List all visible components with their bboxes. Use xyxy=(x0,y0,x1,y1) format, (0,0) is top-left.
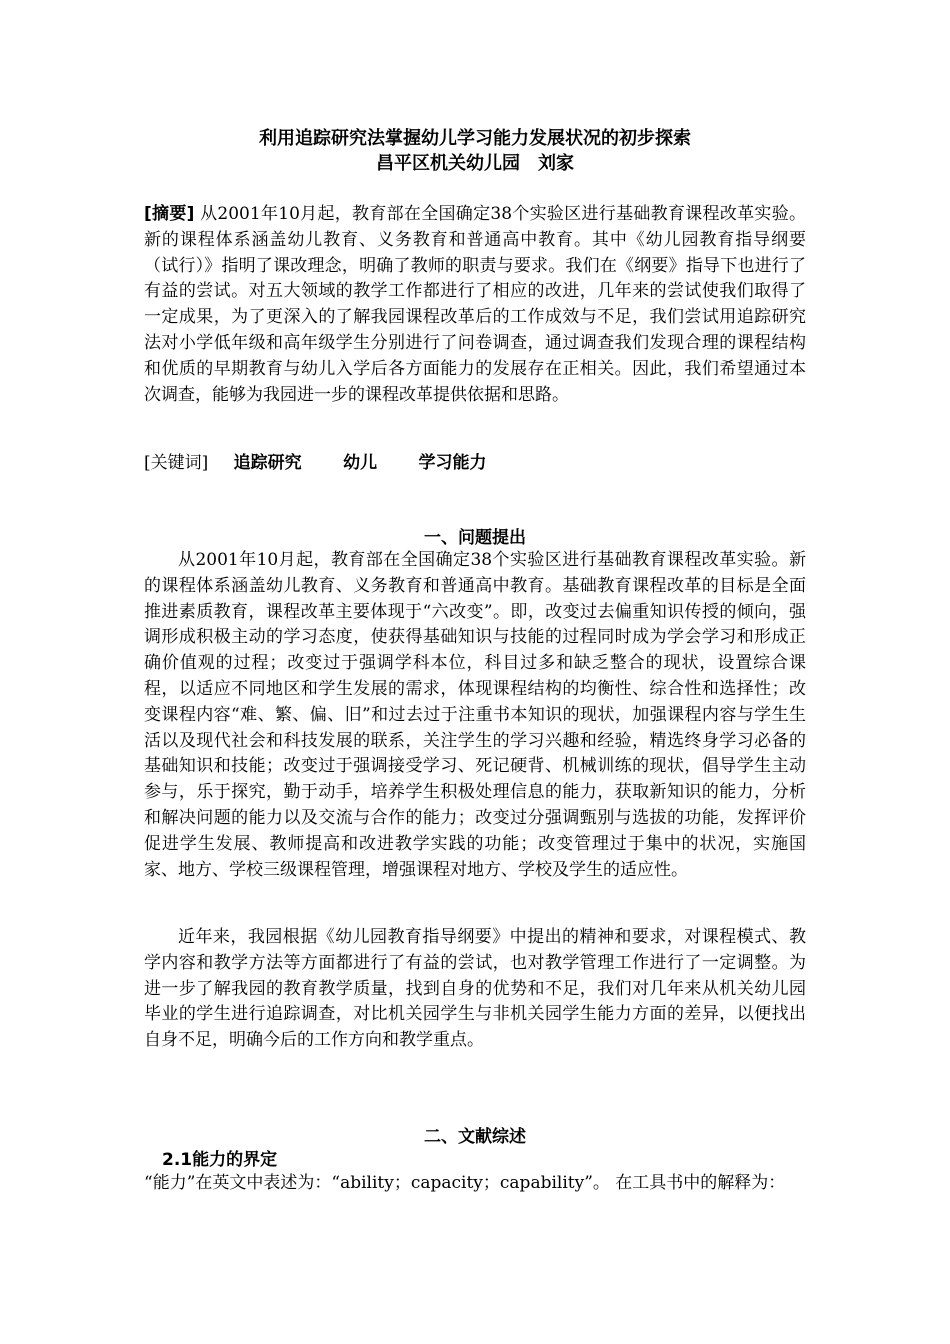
keywords-line xyxy=(144,451,806,477)
keyword-item: 学习能力 xyxy=(418,453,487,473)
section-heading: 一、问题提出 xyxy=(424,528,526,548)
section1-paragraph-2: 近年来，我园根据《幼儿园教育指导纲要》中提出的精神和要求，对课程模式、教学内容和教学方法等方面都进行了有益的尝试，也对教学管理工作进行了一定调整。为进一步了解我园的教育教学质量，找到自身的优势和不足，我们对几年来从机关幼儿园毕业的学生进行追踪调查，对比机关园学生与非机关园学生能力方面的差异，以便找出自身不足，明确今后的工作方向和教学重点。 xyxy=(144,927,806,1051)
section2-paragraph-1: “能力”在英文中表述为：“ability；capacity；capability”。 在工具书中的解释为： xyxy=(144,1173,786,1193)
keywords-label: [关键词] xyxy=(144,453,209,473)
section-heading: 二、文献综述 xyxy=(424,1127,526,1147)
subsection-heading: 2.1能力的界定 xyxy=(162,1150,278,1170)
section1-paragraph-1: 从2001年10月起，教育部在全国确定38个实验区进行基础教育课程改革实验。新的课程体系涵盖幼儿教育、义务教育和普通高中教育。基础教育课程改革的目标是全面推进素质教育，课程改革主要体现于“六改变”。即，改变过去偏重知识传授的倾向，强调形成积极主动的学习态度，使获得基础知识与技能的过程同时成为学会学习和形成正确价值观的过程；改变过于强调学科本位，科目过多和缺乏整合的现状，设置综合课程，以适应不同地区和学生发展的需求，体现课程结构的均衡性、综合性和选择性；改变课程内容“难、繁、偏、旧”和过去过于注重书本知识的现状，加强课程内容与学生生活以及现代社会和科技发展的联系，关注学生的学习兴趣和经验，精选终身学习必备的基础知识和技能；改变过于强调接受学习、死记硬背、机械训练的现状，倡导学生主动参与，乐于探究，勤于动手，培养学生积极处理信息的能力，获取新知识的能力，分析和解决问题的能力以及交流与合作的能力；改变过分强调甄别与选拔的功能，发挥评价促进学生发展、教师提高和改进教学实践的功能；改变管理过于集中的状况，实施国家、地方、学校三级课程管理，增强课程对地方、学校及学生的适应性。 xyxy=(144,550,806,880)
abstract-paragraph xyxy=(144,202,806,408)
author-line: 昌平区机关幼儿园 刘家 xyxy=(376,153,574,174)
keyword-item: 幼儿 xyxy=(343,453,378,473)
abstract-label: [摘要] xyxy=(144,204,195,224)
keyword-item: 追踪研究 xyxy=(233,453,302,473)
document-title: 利用追踪研究法掌握幼儿学习能力发展状况的初步探索 xyxy=(259,128,691,149)
abstract-text: 从2001年10月起，教育部在全国确定38个实验区进行基础教育课程改革实验。新的课程体系涵盖幼儿教育、义务教育和普通高中教育。其中《幼儿园教育指导纲要（试行）》指明了课改理念，明确了教师的职责与要求。我们在《纲要》指导下也进行了有益的尝试。对五大领域的教学工作都进行了相应的改进，几年来的尝试使我们取得了一定成果，为了更深入的了解我园课程改革后的工作成效与不足，我们尝试用追踪研究法对小学低年级和高年级学生分别进行了问卷调查，通过调查我们发现合理的课程结构和优质的早期教育与幼儿入学后各方面能力的发展存在正相关。因此，我们希望通过本次调查，能够为我园进一步的课程改革提供依据和思路。 xyxy=(144,204,806,405)
